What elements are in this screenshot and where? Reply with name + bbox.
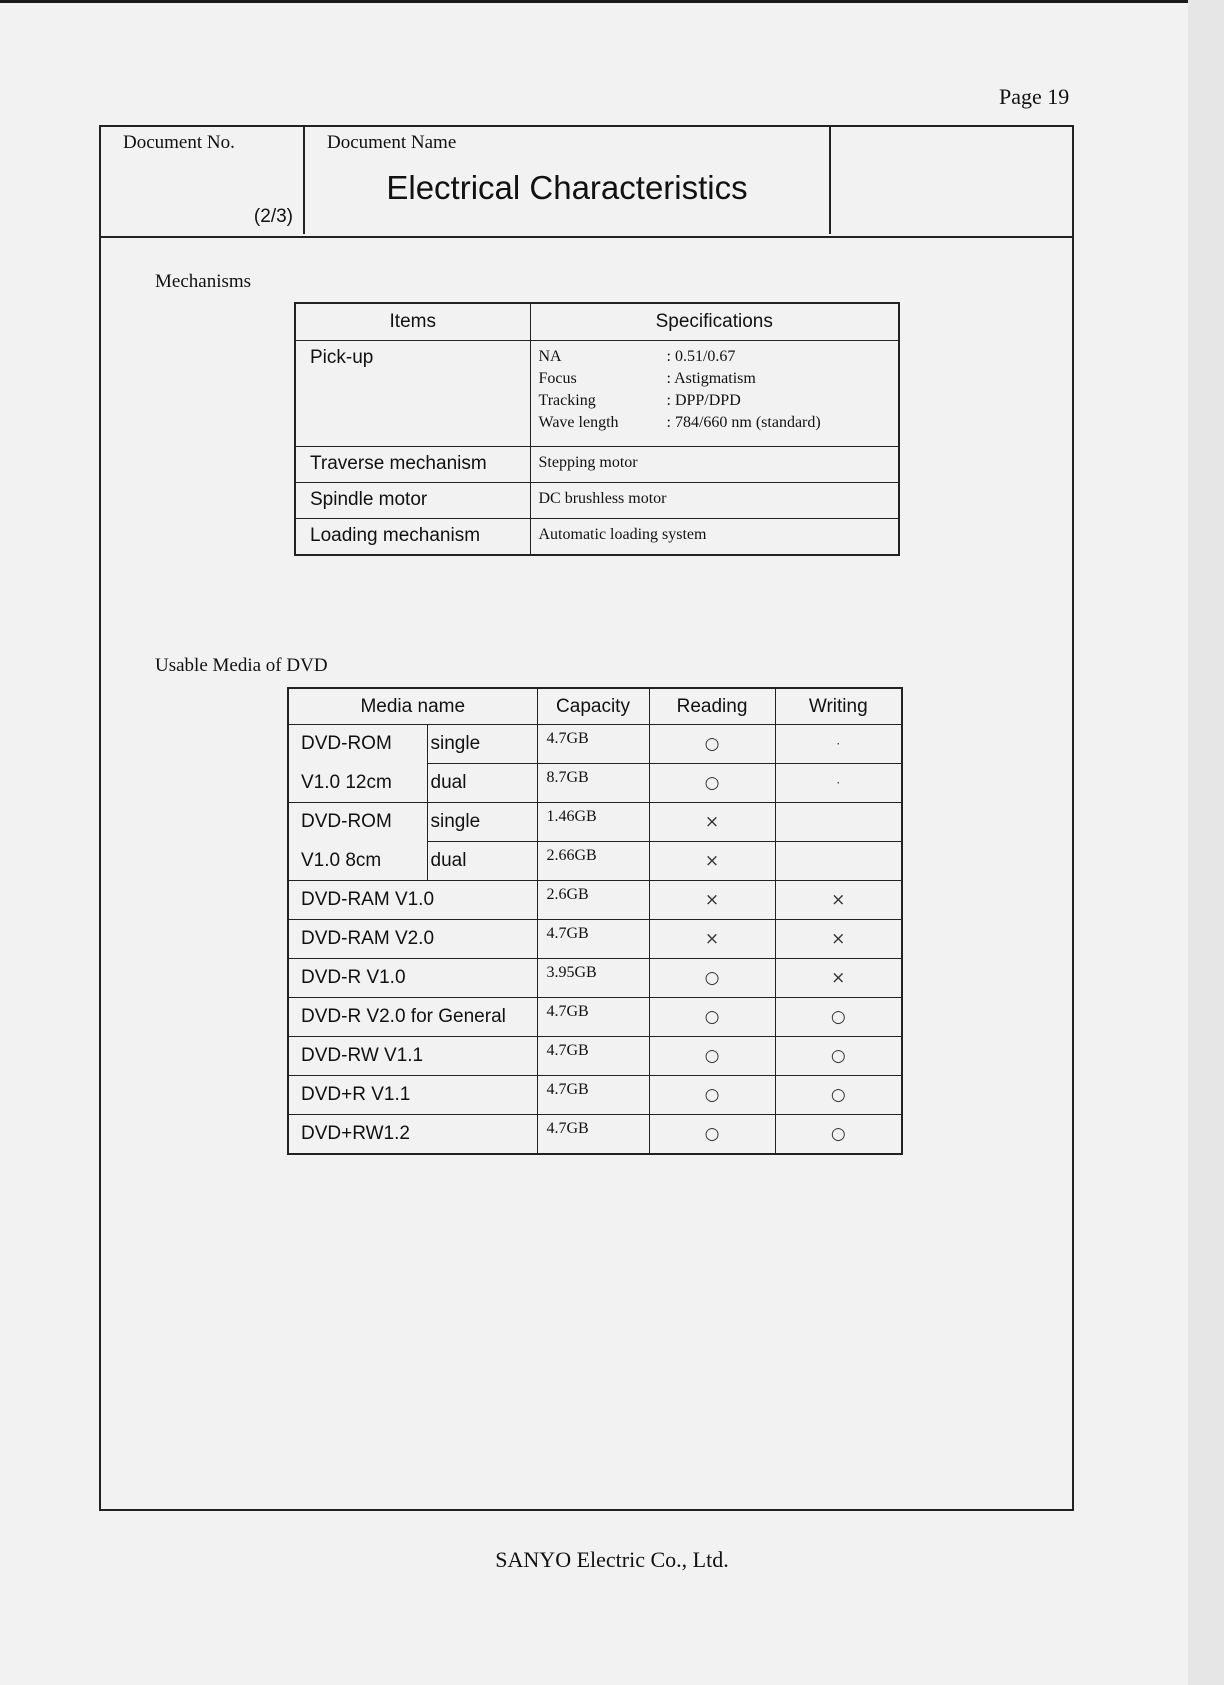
table-row: [288, 764, 902, 803]
mechanisms-table: [294, 302, 900, 556]
table-row: [288, 1037, 902, 1076]
reading-mark: ×: [649, 803, 775, 842]
document-title: Electrical Characteristics: [386, 169, 748, 206]
document-header: [101, 127, 1072, 238]
capacity-cell: 1.46GB: [537, 803, 649, 842]
table-cell-item: Traverse mechanism: [295, 447, 530, 483]
column-header-reading: Reading: [649, 688, 775, 725]
reading-mark: ○: [649, 764, 775, 803]
media-name-cell: DVD-R V1.0: [288, 959, 537, 998]
table-row: [288, 881, 902, 920]
media-group-name-line1: DVD-ROM: [288, 725, 427, 764]
table-cell-item: Spindle motor: [295, 483, 530, 519]
media-subtype: dual: [427, 764, 537, 803]
table-row: [295, 341, 899, 447]
capacity-cell: 3.95GB: [537, 959, 649, 998]
writing-mark: ·: [775, 764, 902, 803]
table-cell-spec: Automatic loading system: [530, 519, 899, 556]
table-row: [288, 842, 902, 881]
media-subtype: single: [427, 803, 537, 842]
media-name-cell: DVD+R V1.1: [288, 1076, 537, 1115]
media-header-row: [288, 688, 902, 725]
spec-value: : Astigmatism: [666, 370, 756, 387]
scan-margin-shade: [1188, 0, 1224, 1685]
table-row: [288, 1076, 902, 1115]
spec-key: Focus: [538, 370, 577, 387]
media-name-cell: DVD-RW V1.1: [288, 1037, 537, 1076]
capacity-cell: 4.7GB: [537, 1037, 649, 1076]
table-row: [295, 447, 899, 483]
table-row: [288, 959, 902, 998]
reading-mark: ○: [649, 725, 775, 764]
reading-mark: ×: [649, 842, 775, 881]
spec-key: Wave length: [538, 414, 619, 431]
table-cell-spec: Stepping motor: [530, 447, 899, 483]
mechanisms-section-title: Mechanisms: [155, 271, 252, 292]
reading-mark: ×: [649, 881, 775, 920]
part-label: (2/3): [253, 206, 293, 227]
table-row: [295, 519, 899, 556]
media-name-cell: DVD+RW1.2: [288, 1115, 537, 1155]
media-group-name-line2: V1.0 8cm: [288, 842, 427, 881]
writing-mark: ○: [775, 1115, 902, 1155]
writing-mark: [775, 803, 902, 842]
pickup-specs: [530, 341, 899, 447]
capacity-cell: 2.66GB: [537, 842, 649, 881]
reading-mark: ×: [649, 920, 775, 959]
media-section-title: Usable Media of DVD: [155, 655, 328, 676]
usable-media-table: [287, 687, 903, 1155]
document-number-cell: [101, 127, 305, 234]
media-subtype: single: [427, 725, 537, 764]
writing-mark: ○: [775, 1076, 902, 1115]
pickup-item: Pick-up: [295, 341, 530, 447]
media-group-name-line1: DVD-ROM: [288, 803, 427, 842]
capacity-cell: 4.7GB: [537, 725, 649, 764]
reading-mark: ○: [649, 1115, 775, 1155]
spec-value: : DPP/DPD: [666, 392, 741, 409]
media-name-cell: DVD-RAM V2.0: [288, 920, 537, 959]
media-name-cell: DVD-RAM V1.0: [288, 881, 537, 920]
writing-mark: ×: [775, 881, 902, 920]
media-name-cell: DVD-R V2.0 for General: [288, 998, 537, 1037]
capacity-cell: 4.7GB: [537, 998, 649, 1037]
document-name-label: Document Name: [327, 132, 457, 153]
column-header-media-name: Media name: [288, 688, 537, 725]
company-footer: SANYO Electric Co., Ltd.: [495, 1547, 729, 1572]
reading-mark: ○: [649, 998, 775, 1037]
table-cell-item: Loading mechanism: [295, 519, 530, 556]
column-header-specifications: Specifications: [530, 303, 899, 341]
spec-key: Tracking: [538, 392, 596, 409]
spec-value: : 784/660 nm (standard): [666, 414, 821, 431]
table-cell-spec: DC brushless motor: [530, 483, 899, 519]
table-row: [288, 803, 902, 842]
writing-mark: ○: [775, 998, 902, 1037]
document-number-label: Document No.: [123, 132, 235, 153]
spec-value: : 0.51/0.67: [666, 348, 736, 365]
page-number: Page 19: [999, 84, 1070, 109]
capacity-cell: 4.7GB: [537, 920, 649, 959]
top-scan-edge: [0, 0, 1224, 3]
capacity-cell: 4.7GB: [537, 1076, 649, 1115]
writing-mark: ·: [775, 725, 902, 764]
writing-mark: ×: [775, 920, 902, 959]
document-name-cell: [305, 127, 831, 234]
table-row: [288, 725, 902, 764]
media-subtype: dual: [427, 842, 537, 881]
table-row: [288, 1115, 902, 1155]
reading-mark: ○: [649, 1037, 775, 1076]
reading-mark: ○: [649, 959, 775, 998]
media-group-name-line2: V1.0 12cm: [288, 764, 427, 803]
capacity-cell: 4.7GB: [537, 1115, 649, 1155]
column-header-capacity: Capacity: [537, 688, 649, 725]
table-row: [295, 483, 899, 519]
reading-mark: ○: [649, 1076, 775, 1115]
writing-mark: ○: [775, 1037, 902, 1076]
mechanisms-header-row: [295, 303, 899, 341]
writing-mark: [775, 842, 902, 881]
table-row: [288, 920, 902, 959]
capacity-cell: 2.6GB: [537, 881, 649, 920]
column-header-writing: Writing: [775, 688, 902, 725]
table-row: [288, 998, 902, 1037]
writing-mark: ×: [775, 959, 902, 998]
column-header-items: Items: [295, 303, 530, 341]
spec-key: NA: [538, 348, 562, 365]
capacity-cell: 8.7GB: [537, 764, 649, 803]
